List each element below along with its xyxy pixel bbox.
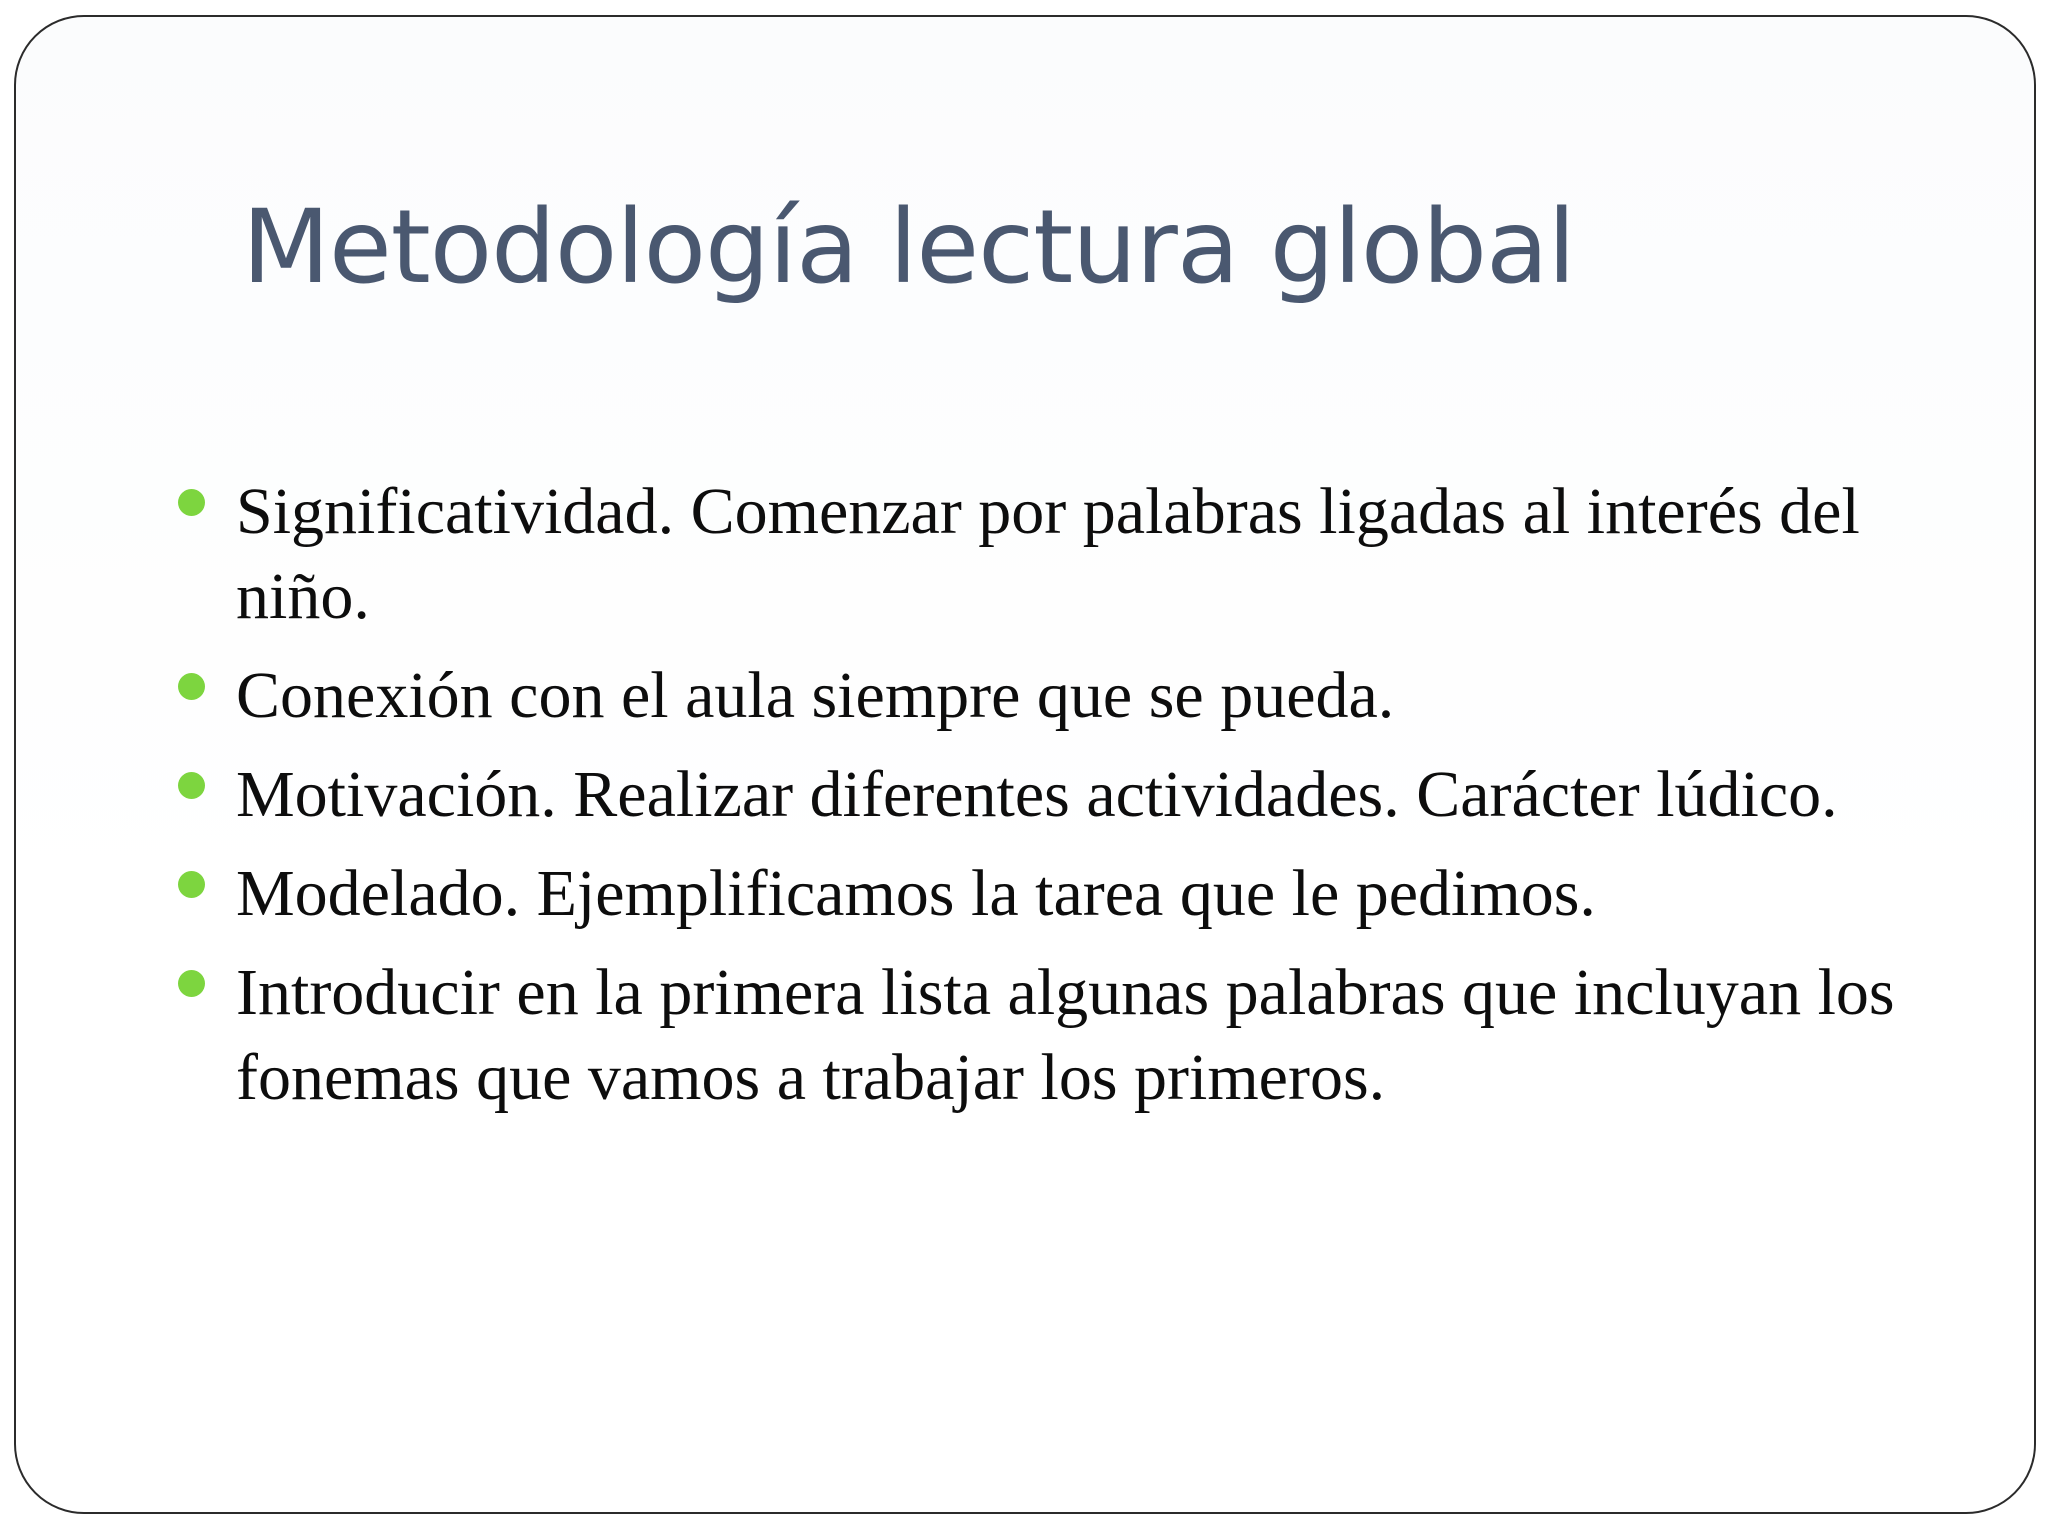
bullet-dot-icon <box>178 673 205 700</box>
bullet-dot-icon <box>178 871 205 898</box>
bullet-text: Modelado. Ejemplificamos la tarea que le pedimos. <box>236 857 1596 930</box>
bullet-list <box>176 469 1936 1134</box>
bullet-item <box>176 653 1936 738</box>
bullet-dot-icon <box>178 489 205 516</box>
bullet-item <box>176 950 1936 1120</box>
bullet-dot-icon <box>178 772 205 799</box>
bullet-text: Introducir en la primera lista algunas palabras que incluyan los fonemas que vamos a trabajar los primeros. <box>236 956 1895 1114</box>
bullet-item <box>176 469 1936 639</box>
bullet-text: Motivación. Realizar diferentes actividades. Carácter lúdico. <box>236 758 1838 831</box>
bullet-text: Conexión con el aula siempre que se pueda. <box>236 659 1395 732</box>
bullet-text: Significatividad. Comenzar por palabras ligadas al interés del niño. <box>236 475 1860 633</box>
bullet-item <box>176 752 1936 837</box>
slide-frame <box>14 15 2036 1514</box>
bullet-item <box>176 851 1936 936</box>
bullet-dot-icon <box>178 970 205 997</box>
slide-title: Metodología lectura global <box>242 188 1575 307</box>
